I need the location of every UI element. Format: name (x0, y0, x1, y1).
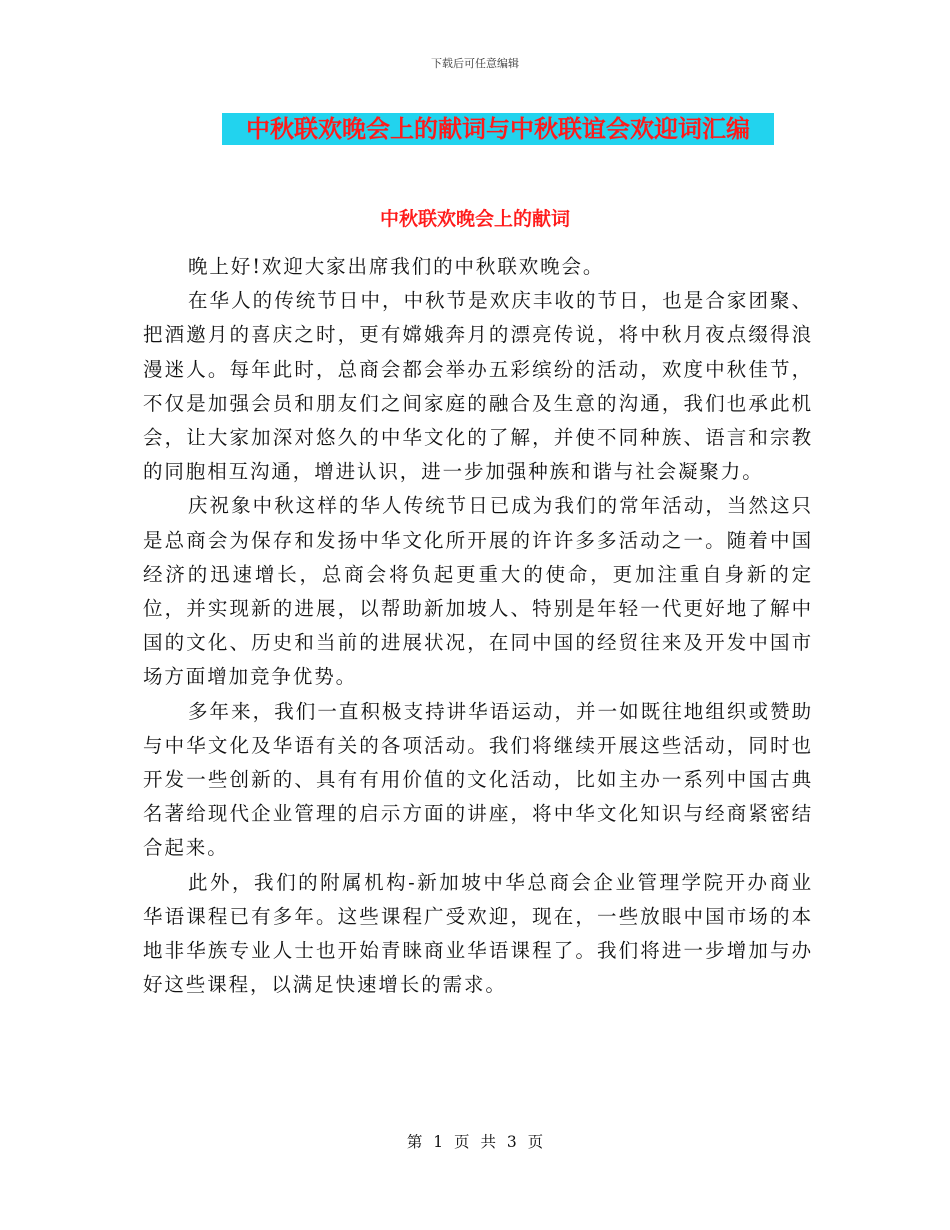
paragraph: 在华人的传统节日中，中秋节是欢庆丰收的节日，也是合家团聚、把酒邀月的喜庆之时，更有嫦娥奔月的漂亮传说，将中秋月夜点缀得浪漫迷人。每年此时，总商会都会举办五彩缤纷的活动，欢度中秋佳节，不仅是加强会员和朋友们之间家庭的融合及生意的沟通，我们也承此机会，让大家加深对悠久的中华文化的了解，并使不同种族、语言和宗教的同胞相互沟通，增进认识，进一步加强种族和谐与社会凝聚力。 (143, 289, 813, 484)
page-footer: 第 1 页 共 3 页 (406, 1133, 544, 1151)
paragraph: 多年来，我们一直积极支持讲华语运动，并一如既往地组织或赞助与中华文化及华语有关的各项活动。我们将继续开展这些活动，同时也开发一些创新的、具有有用价值的文化活动，比如主办一系列中国古典名著给现代企业管理的启示方面的讲座，将中华文化知识与经商紧密结合起来。 (143, 699, 813, 860)
paragraph: 庆祝象中秋这样的华人传统节日已成为我们的常年活动，当然这只是总商会为保存和发扬中华文化所开展的许许多多活动之一。随着中国经济的迅速增长，总商会将负起更重大的使命，更加注重自身新的定位，并实现新的进展，以帮助新加坡人、特别是年轻一代更好地了解中国的文化、历史和当前的进展状况，在同中国的经贸往来及开发中国市场方面增加竞争优势。 (143, 494, 813, 689)
paragraph: 此外，我们的附属机构-新加坡中华总商会企业管理学院开办商业华语课程已有多年。这些课程广受欢迎，现在，一些放眼中国市场的本地非华族专业人士也开始青睐商业华语课程了。我们将进一步增加与办好这些课程，以满足快速增长的需求。 (143, 870, 813, 997)
paragraph-greeting: 晚上好!欢迎大家出席我们的中秋联欢晚会。 (188, 255, 605, 278)
header-note: 下载后可任意编辑 (431, 57, 519, 70)
document-body (143, 250, 813, 1002)
main-title: 中秋联欢晚会上的献词与中秋联谊会欢迎词汇编 (222, 113, 774, 145)
section-title: 中秋联欢晚会上的献词 (379, 208, 570, 230)
